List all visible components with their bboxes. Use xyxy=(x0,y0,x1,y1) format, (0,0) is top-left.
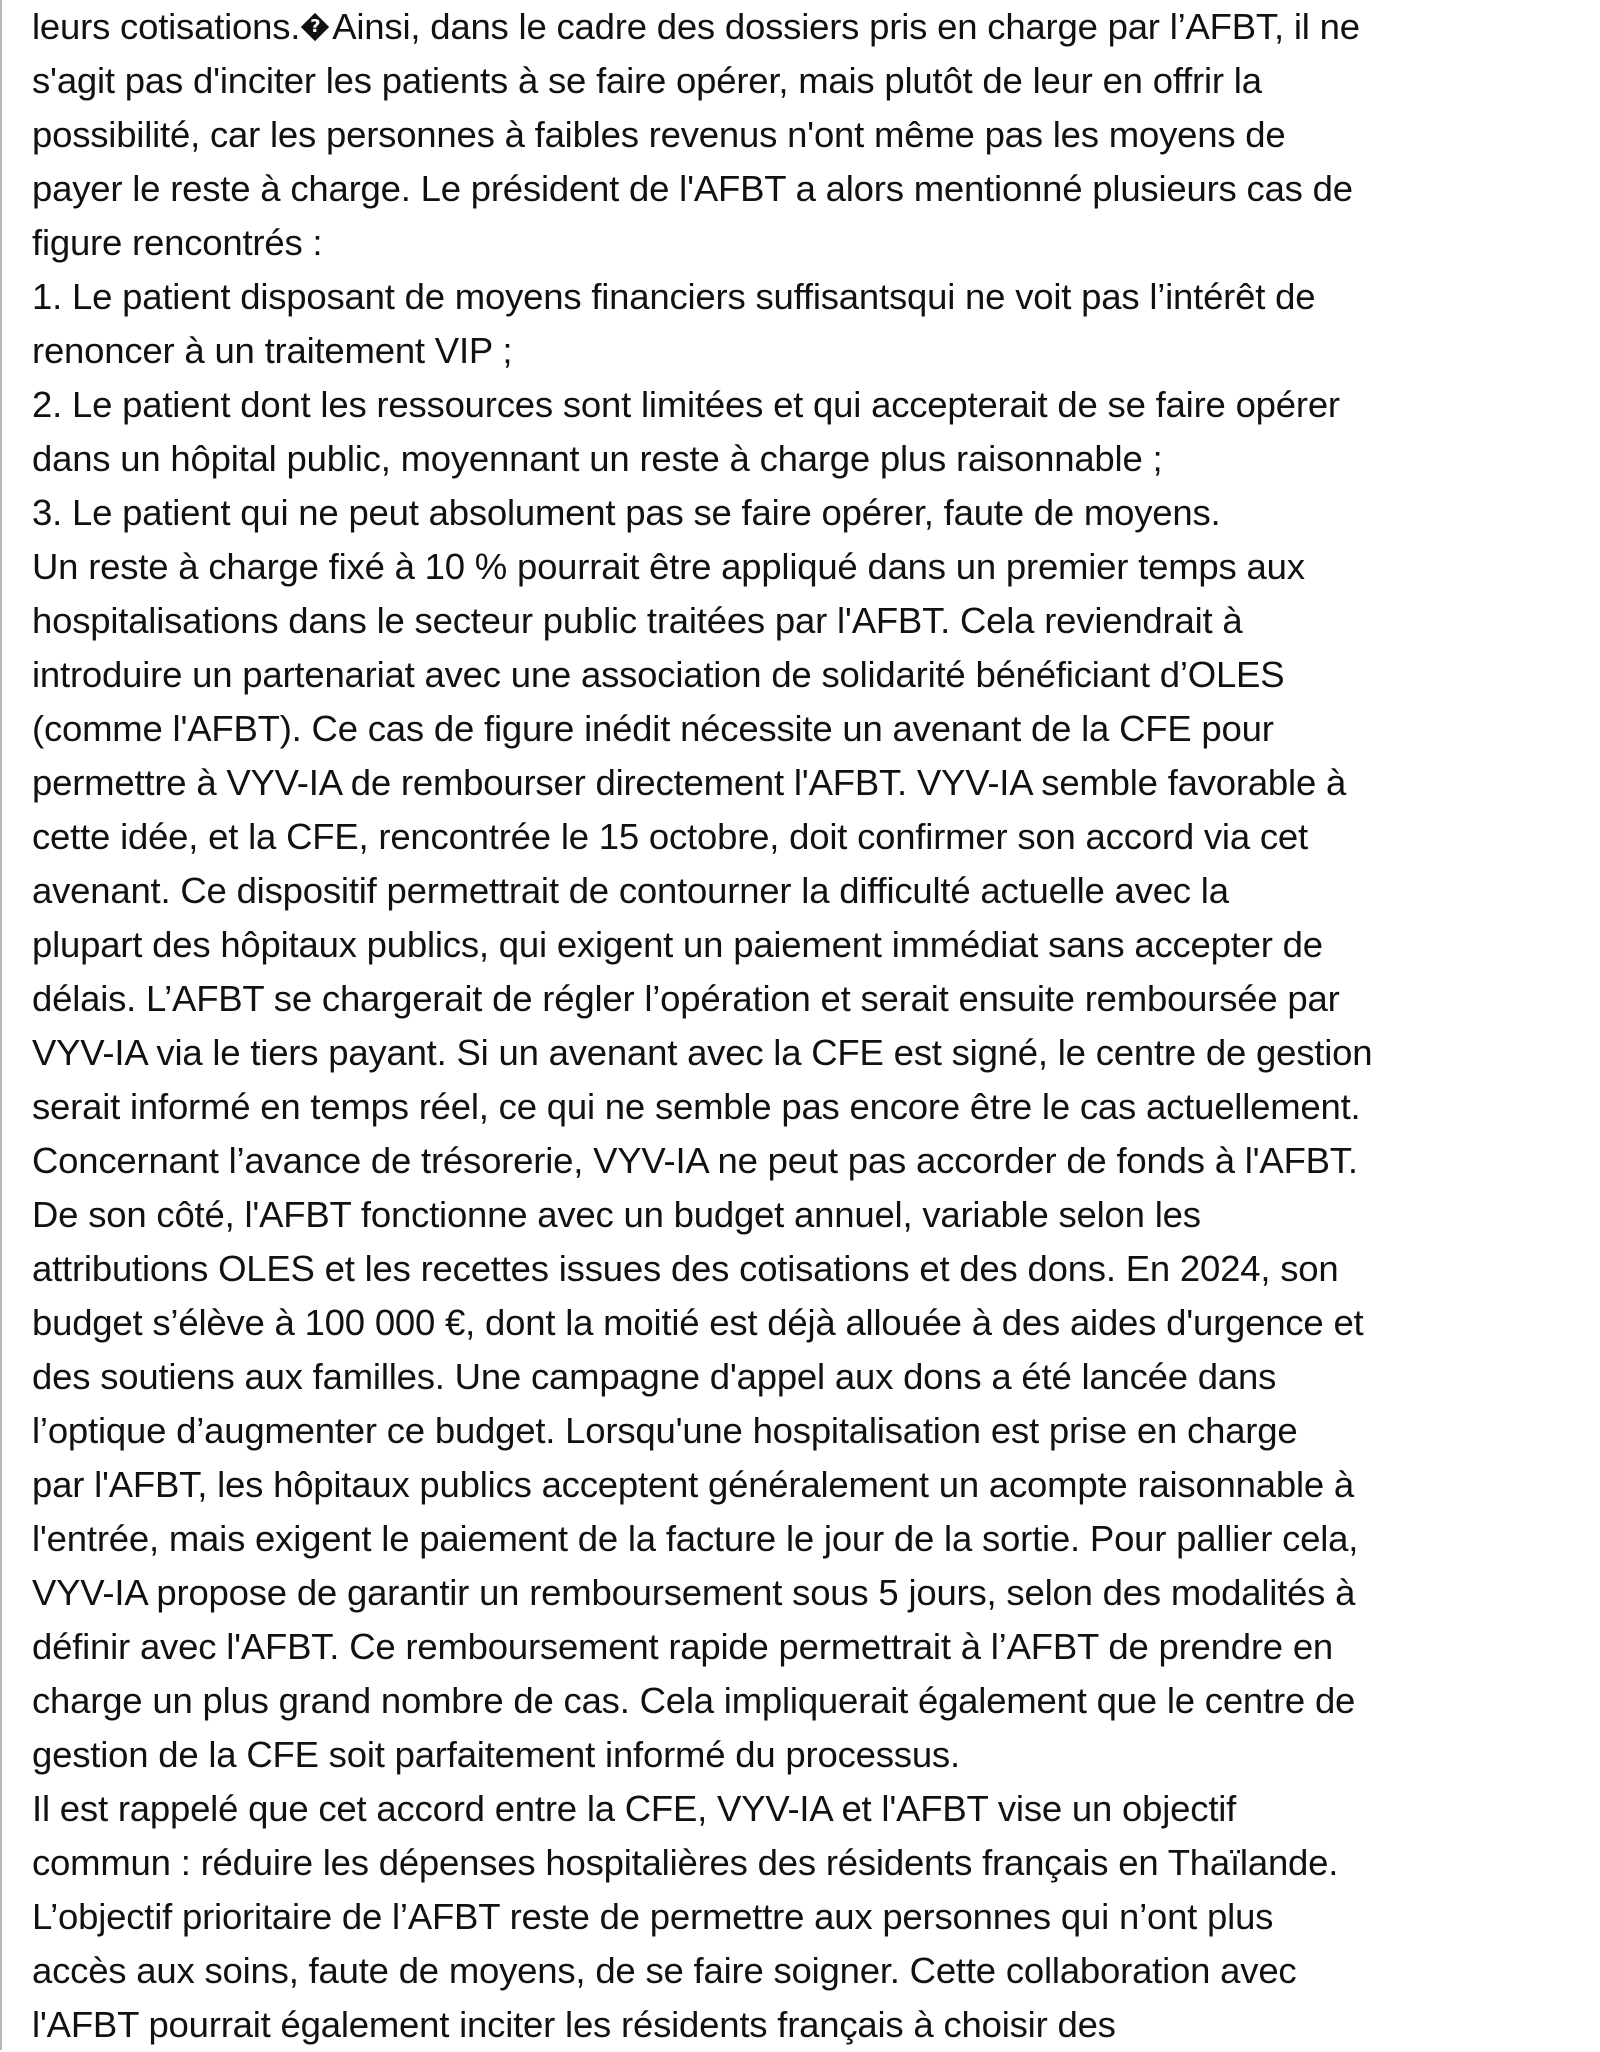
text-line xyxy=(32,0,1592,54)
text-line: L’objectif prioritaire de l’AFBT reste de permettre aux personnes qui n’ont plus xyxy=(32,1896,1274,1937)
text-line: avenant. Ce dispositif permettrait de contourner la difficulté actuelle avec la xyxy=(32,870,1229,911)
left-border-rule xyxy=(0,0,2,2050)
text-line: dans un hôpital public, moyennant un reste à charge plus raisonnable ; xyxy=(32,438,1163,479)
text-line: par l'AFBT, les hôpitaux publics acceptent généralement un acompte raisonnable à xyxy=(32,1464,1354,1505)
text-line: serait informé en temps réel, ce qui ne semble pas encore être le cas actuellement. xyxy=(32,1086,1361,1127)
list-item: 1. Le patient disposant de moyens financiers suffisantsqui ne voit pas l’intérêt de xyxy=(32,276,1316,317)
text-line: accès aux soins, faute de moyens, de se faire soigner. Cette collaboration avec xyxy=(32,1950,1297,1991)
text-line: attributions OLES et les recettes issues des cotisations et des dons. En 2024, son xyxy=(32,1248,1339,1289)
text-line: Un reste à charge fixé à 10 % pourrait être appliqué dans un premier temps aux xyxy=(32,546,1305,587)
text-line: l'entrée, mais exigent le paiement de la facture le jour de la sortie. Pour pallier cela, xyxy=(32,1518,1359,1559)
text-line: Concernant l’avance de trésorerie, VYV-IA ne peut pas accorder de fonds à l'AFBT. xyxy=(32,1140,1358,1181)
text-line: introduire un partenariat avec une association de solidarité bénéficiant d’OLES xyxy=(32,654,1285,695)
text-line: des soutiens aux familles. Une campagne d'appel aux dons a été lancée dans xyxy=(32,1356,1277,1397)
text-line: Il est rappelé que cet accord entre la CFE, VYV-IA et l'AFBT vise un objectif xyxy=(32,1788,1237,1829)
text-line: hospitalisations dans le secteur public traitées par l'AFBT. Cela reviendrait à xyxy=(32,600,1243,641)
text-segment: leurs cotisations. xyxy=(32,6,301,47)
document-body xyxy=(32,0,1592,2052)
text-line: définir avec l'AFBT. Ce remboursement rapide permettrait à l’AFBT de prendre en xyxy=(32,1626,1334,1667)
text-line: permettre à VYV-IA de rembourser directement l'AFBT. VYV-IA semble favorable à xyxy=(32,762,1347,803)
text-line: cette idée, et la CFE, rencontrée le 15 octobre, doit confirmer son accord via cet xyxy=(32,816,1308,857)
text-line: figure rencontrés : xyxy=(32,222,323,263)
text-line: délais. L’AFBT se chargerait de régler l’opération et serait ensuite remboursée par xyxy=(32,978,1340,1019)
text-line: charge un plus grand nombre de cas. Cela impliquerait également que le centre de xyxy=(32,1680,1356,1721)
text-line: commun : réduire les dépenses hospitalières des résidents français en Thaïlande. xyxy=(32,1842,1339,1883)
text-line: VYV-IA via le tiers payant. Si un avenant avec la CFE est signé, le centre de gestion xyxy=(32,1032,1373,1073)
text-line: s'agit pas d'inciter les patients à se faire opérer, mais plutôt de leur en offrir la xyxy=(32,60,1262,101)
text-line: De son côté, l'AFBT fonctionne avec un budget annuel, variable selon les xyxy=(32,1194,1201,1235)
text-line: payer le reste à charge. Le président de l'AFBT a alors mentionné plusieurs cas de xyxy=(32,168,1353,209)
text-line: l’optique d’augmenter ce budget. Lorsqu'une hospitalisation est prise en charge xyxy=(32,1410,1298,1451)
text-line: l'AFBT pourrait également inciter les résidents français à choisir des xyxy=(32,2004,1116,2045)
text-segment: Ainsi, dans le cadre des dossiers pris en charge par l’AFBT, il ne xyxy=(332,6,1360,47)
text-line: possibilité, car les personnes à faibles revenus n'ont même pas les moyens de xyxy=(32,114,1286,155)
text-line: plupart des hôpitaux publics, qui exigent un paiement immédiat sans accepter de xyxy=(32,924,1323,965)
text-line: gestion de la CFE soit parfaitement informé du processus. xyxy=(32,1734,960,1775)
text-line: VYV-IA propose de garantir un remboursement sous 5 jours, selon des modalités à xyxy=(32,1572,1356,1613)
list-item: 2. Le patient dont les ressources sont limitées et qui accepterait de se faire opérer xyxy=(32,384,1340,425)
text-line: renoncer à un traitement VIP ; xyxy=(32,330,513,371)
replacement-character-icon xyxy=(300,12,330,42)
list-item: 3. Le patient qui ne peut absolument pas se faire opérer, faute de moyens. xyxy=(32,492,1221,533)
text-line: (comme l'AFBT). Ce cas de figure inédit nécessite un avenant de la CFE pour xyxy=(32,708,1274,749)
text-line: budget s’élève à 100 000 €, dont la moitié est déjà allouée à des aides d'urgence et xyxy=(32,1302,1364,1343)
